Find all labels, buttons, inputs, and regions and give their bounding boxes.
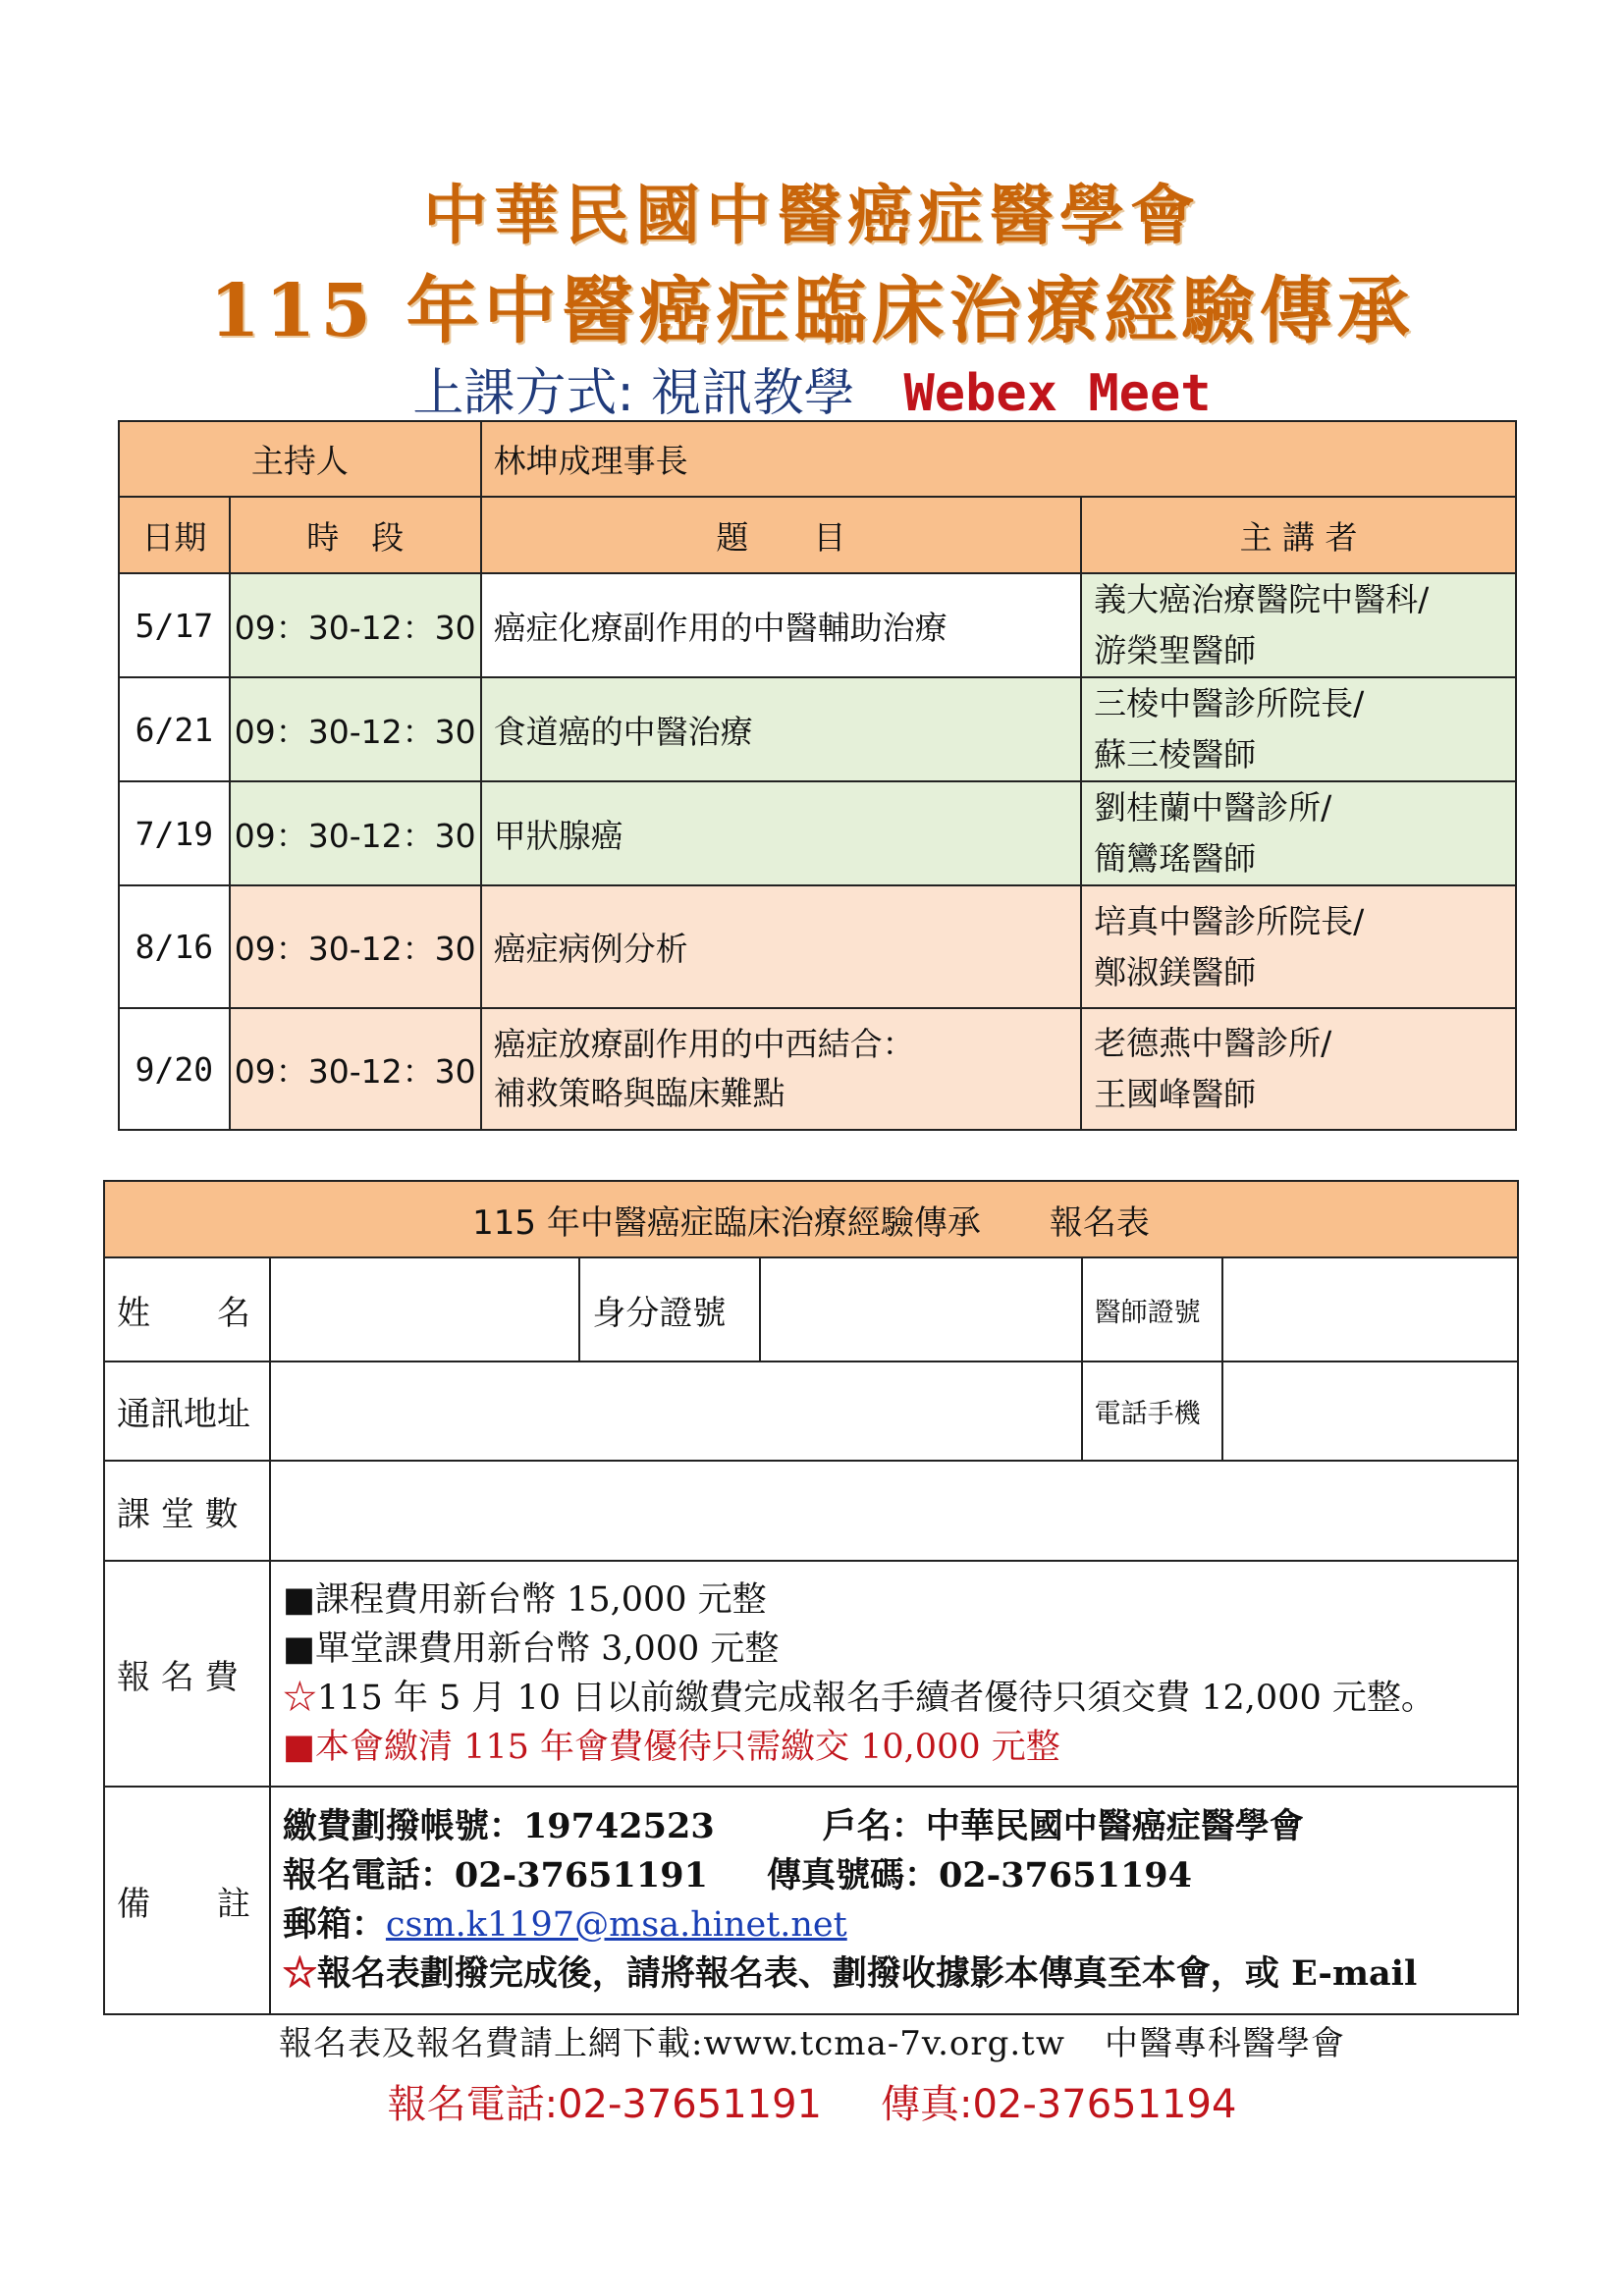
email-line	[283, 1900, 1505, 1949]
form-title-course: 115 年中醫癌症臨床治療經驗傳承	[472, 1202, 981, 1243]
fee-member: ■本會繳清 115 年會費優待只需繳交 10,000 元整	[282, 1728, 1060, 1767]
host-name: 林坤成理事長	[481, 421, 1516, 497]
table-row	[119, 885, 1516, 1008]
col-topic: 題 目	[481, 497, 1081, 573]
registration-form	[103, 1180, 1519, 2015]
classes-label: 課 堂 數	[104, 1461, 270, 1561]
session-time: 09：30-12：30	[230, 1008, 481, 1130]
speaker-name: 簡鸞瑤醫師	[1094, 839, 1257, 878]
session-topic: 甲狀腺癌	[481, 781, 1081, 885]
table-row	[119, 573, 1516, 677]
session-date: 6/21	[119, 677, 230, 781]
footer-download	[0, 2016, 1624, 2064]
topic-line-2: 補救策略與臨床難點	[493, 1074, 785, 1112]
session-date: 8/16	[119, 885, 230, 1008]
speaker-name: 蘇三棱醫師	[1094, 735, 1257, 774]
fee-details	[270, 1561, 1518, 1787]
session-time: 09：30-12：30	[230, 781, 481, 885]
table-row	[119, 677, 1516, 781]
session-time: 09：30-12：30	[230, 573, 481, 677]
table-row	[119, 1008, 1516, 1130]
account-name: 戶名：中華民國中醫癌症醫學會	[822, 1806, 1304, 1846]
session-speaker	[1081, 1008, 1516, 1130]
license-label: 醫師證號	[1082, 1257, 1223, 1362]
session-date: 5/17	[119, 573, 230, 677]
session-topic: 癌症化療副作用的中醫輔助治療	[481, 573, 1081, 677]
name-label: 姓 名	[104, 1257, 270, 1362]
col-date: 日期	[119, 497, 230, 573]
address-field[interactable]	[270, 1362, 1082, 1461]
session-speaker	[1081, 573, 1516, 677]
session-topic	[481, 1008, 1081, 1130]
session-time: 09：30-12：30	[230, 677, 481, 781]
note-label: 備 註	[104, 1787, 270, 2014]
id-field[interactable]	[760, 1257, 1081, 1362]
reg-phone: 報名電話：02-37651191	[282, 1855, 708, 1896]
topic-line-1: 癌症放療副作用的中西結合：	[493, 1025, 915, 1063]
speaker-affiliation: 義大癌治療醫院中醫科/	[1094, 580, 1430, 618]
footer-phone: 報名電話:02-37651191	[387, 2082, 822, 2127]
col-time: 時 段	[230, 497, 481, 573]
instruction-text: 報名表劃撥完成後，請將報名表、劃撥收據影本傳真至本會，或 E-mail	[316, 1953, 1418, 1994]
download-text: 報名表及報名費請上網下載:www.tcma-7v.org.tw	[279, 2024, 1065, 2063]
speaker-name: 王國峰醫師	[1094, 1075, 1257, 1113]
org-title: 中華民國中醫癌症醫學會	[423, 177, 1201, 253]
email-link[interactable]: csm.k1197@msa.hinet.net	[385, 1905, 847, 1945]
phone-field[interactable]	[1222, 1362, 1518, 1461]
note-details	[270, 1787, 1518, 2014]
phone-label: 電話手機	[1082, 1362, 1223, 1461]
course-title: 115 年中醫癌症臨床治療經驗傳承	[209, 269, 1415, 353]
session-topic: 癌症病例分析	[481, 885, 1081, 1008]
name-field[interactable]	[270, 1257, 579, 1362]
col-speaker: 主 講 者	[1081, 497, 1516, 573]
session-time: 09：30-12：30	[230, 885, 481, 1008]
session-date: 9/20	[119, 1008, 230, 1130]
fax-number: 傳真號碼：02-37651194	[766, 1855, 1193, 1896]
society-name: 中醫專科醫學會	[1104, 2024, 1345, 2063]
contact-line	[283, 1851, 1505, 1900]
session-date: 7/19	[119, 781, 230, 885]
form-title	[104, 1181, 1518, 1257]
schedule-table	[118, 420, 1517, 1131]
id-label: 身分證號	[579, 1257, 760, 1362]
footer-contact	[0, 2073, 1624, 2129]
session-speaker	[1081, 885, 1516, 1008]
course-method	[0, 351, 1624, 425]
host-label: 主持人	[119, 421, 481, 497]
fee-course: ■課程費用新台幣 15,000 元整	[282, 1580, 767, 1620]
speaker-affiliation: 三棱中醫診所院長/	[1094, 684, 1365, 722]
session-speaker	[1081, 677, 1516, 781]
fee-early: 115 年 5 月 10 日以前繳費完成報名手續者優待只須交費 12,000 元整。	[316, 1679, 1435, 1718]
speaker-affiliation: 劉桂蘭中醫診所/	[1094, 788, 1332, 827]
speaker-affiliation: 老德燕中醫診所/	[1094, 1024, 1332, 1062]
table-row	[119, 781, 1516, 885]
method-label: 上課方式: 視訊教學	[412, 364, 855, 423]
speaker-name: 游榮聖醫師	[1094, 631, 1257, 669]
account-line	[283, 1802, 1505, 1851]
address-label: 通訊地址	[104, 1362, 270, 1461]
account-number: 繳費劃撥帳號：19742523	[282, 1806, 715, 1846]
email-label: 郵箱：	[282, 1904, 386, 1945]
license-field[interactable]	[1222, 1257, 1518, 1362]
form-title-suffix: 報名表	[1049, 1202, 1150, 1243]
star-icon: ☆	[282, 1953, 317, 1994]
speaker-name: 鄭淑鎂醫師	[1094, 952, 1257, 991]
star-icon: ☆	[282, 1679, 317, 1718]
classes-field[interactable]	[270, 1461, 1518, 1561]
fee-early-line	[283, 1674, 1505, 1723]
footer-fax: 傳真:02-37651194	[881, 2082, 1237, 2127]
fee-label: 報 名 費	[104, 1561, 270, 1787]
session-speaker	[1081, 781, 1516, 885]
speaker-affiliation: 培真中醫診所院長/	[1094, 901, 1365, 940]
session-topic: 食道癌的中醫治療	[481, 677, 1081, 781]
fee-single: ■單堂課費用新台幣 3,000 元整	[282, 1629, 780, 1669]
instruction-line	[283, 1949, 1505, 1999]
platform-name: Webex Meet	[903, 364, 1212, 423]
